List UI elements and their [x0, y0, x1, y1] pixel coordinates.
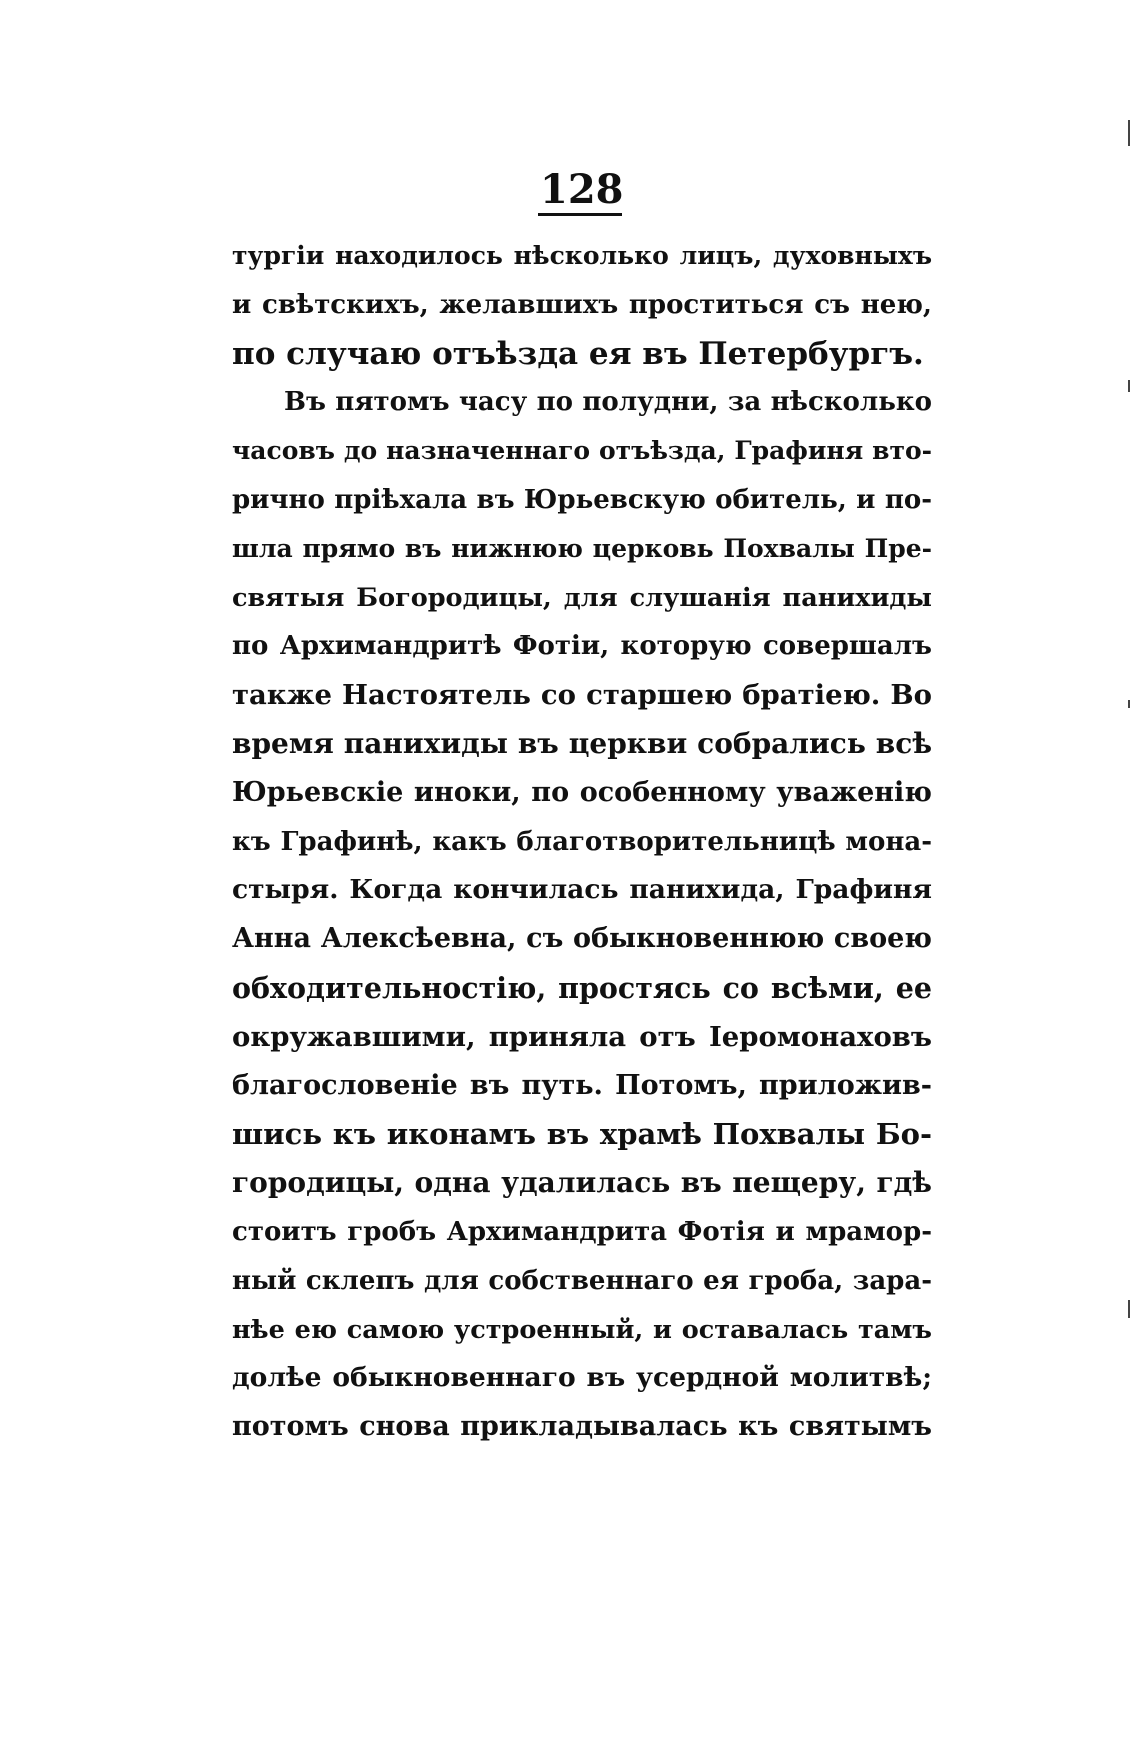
- page-number-rule: [538, 213, 622, 216]
- text-line: рично пріѣхала въ Юрьевскую обитель, и по-: [232, 484, 932, 515]
- text-line: окружавшими, приняла отъ Іеромонаховъ: [232, 1020, 932, 1053]
- text-line: шла прямо въ нижнюю церковь Похвалы Пре-: [232, 533, 932, 563]
- text-line: городицы, одна удалилась въ пещеру, гдѣ: [232, 1166, 932, 1200]
- text-line: и свѣтскихъ, желавшихъ проститься съ нею,: [232, 289, 932, 320]
- text-line: святыя Богородицы, для слушанія панихиды: [232, 582, 932, 613]
- text-line: время панихиды въ церкви собрались всѣ: [232, 726, 932, 760]
- text-line: по случаю отъѣзда ея въ Петербургъ.: [232, 335, 924, 372]
- text-line: стоитъ гробъ Архимандрита Фотія и мрамор-: [232, 1216, 932, 1247]
- text-line: тургіи находилось нѣсколько лицъ, духовныхъ: [232, 241, 932, 270]
- text-line: шись къ иконамъ въ храмѣ Похвалы Бо-: [232, 1117, 932, 1152]
- scan-edge-mark: [1128, 120, 1130, 146]
- text-line: къ Графинѣ, какъ благотворительницѣ мона-: [232, 826, 932, 857]
- scan-edge-mark: [1128, 380, 1130, 392]
- scan-edge-mark: [1128, 700, 1130, 708]
- text-line: обходительностію, простясь со всѣми, ее: [232, 970, 932, 1005]
- text-line: по Архимандритѣ Фотіи, которую совершалъ: [232, 631, 932, 662]
- text-line: Въ пятомъ часу по полудни, за нѣсколько: [284, 387, 932, 418]
- text-line: часовъ до назначеннаго отъѣзда, Графиня вто-: [232, 436, 932, 466]
- text-line: потомъ снова прикладывалась къ святымъ: [232, 1411, 932, 1443]
- text-line: ный склепъ для собственнаго ея гроба, зара-: [232, 1265, 932, 1296]
- text-line: долѣе обыкновеннаго въ усердной молитвѣ;: [232, 1362, 932, 1394]
- body-text: [232, 232, 932, 1452]
- text-line: также Настоятель со старшею братіею. Во: [232, 679, 932, 712]
- scan-edge-mark: [1128, 1300, 1130, 1318]
- text-line: стыря. Когда кончилась панихида, Графиня: [232, 874, 932, 906]
- text-line: благословеніе въ путь. Потомъ, приложив-: [232, 1069, 932, 1101]
- page-number: 128: [540, 166, 624, 213]
- text-line: нѣе ею самою устроенный, и оставалась тамъ: [232, 1314, 932, 1345]
- text-line: Анна Алексѣевна, съ обыкновеннюю своею: [232, 923, 932, 955]
- text-line: Юрьевскіе иноки, по особенному уваженію: [232, 776, 932, 808]
